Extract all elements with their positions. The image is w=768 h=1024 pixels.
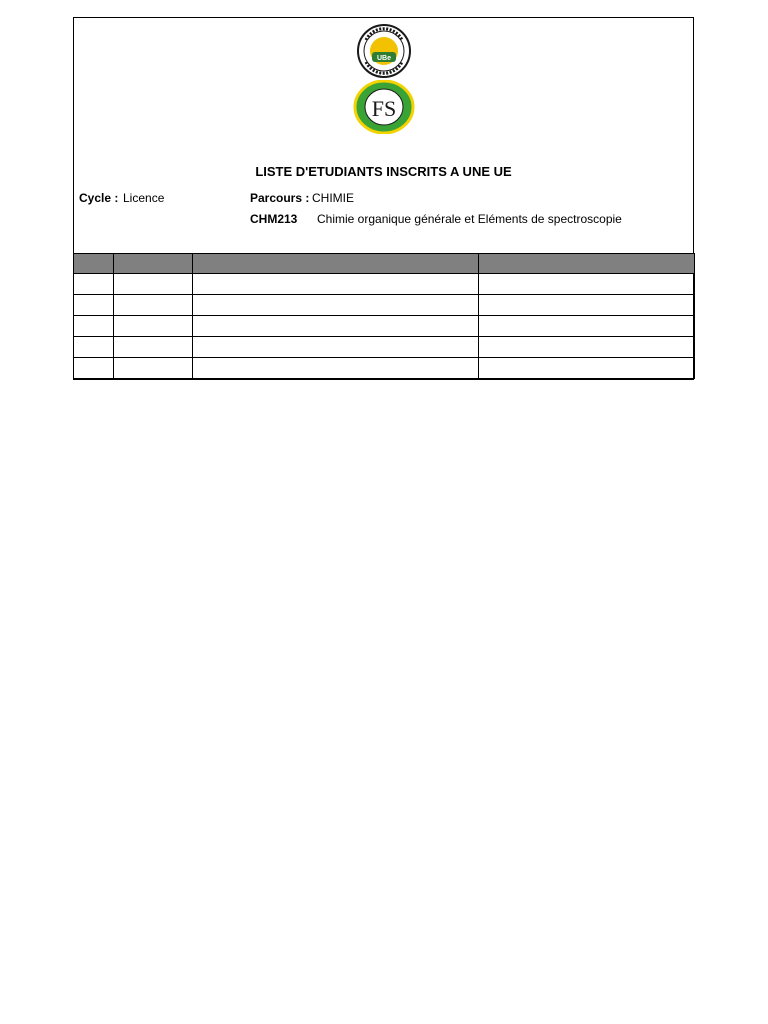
table-header-cell xyxy=(74,254,114,274)
table-header-cell xyxy=(114,254,193,274)
table-cell xyxy=(479,358,695,379)
table-cell xyxy=(114,316,193,337)
faculty-badge-text: FS xyxy=(371,96,396,121)
enrollment-sheet xyxy=(73,17,694,380)
table-cell xyxy=(193,295,479,316)
table-cell xyxy=(74,358,114,379)
course-name: Chimie organique générale et Eléments de spectroscopie xyxy=(317,212,622,226)
course-code: CHM213 xyxy=(250,212,298,226)
table-cell xyxy=(193,337,479,358)
table-header-row xyxy=(74,254,695,274)
parcours-value: CHIMIE xyxy=(312,191,354,205)
table-cell xyxy=(479,337,695,358)
parcours-label: Parcours : xyxy=(250,191,310,205)
table-cell xyxy=(479,295,695,316)
table-cell xyxy=(114,274,193,295)
table-header-cell xyxy=(479,254,695,274)
cycle-value: Licence xyxy=(123,191,165,205)
table-row xyxy=(74,295,695,316)
table-cell xyxy=(114,358,193,379)
table-cell xyxy=(74,295,114,316)
student-table xyxy=(73,253,695,379)
table-header-cell xyxy=(193,254,479,274)
table-cell xyxy=(74,274,114,295)
table-cell xyxy=(479,316,695,337)
cycle-label: Cycle : xyxy=(79,191,119,205)
table-cell xyxy=(74,337,114,358)
university-badge-text: UBe xyxy=(376,55,391,62)
university-seal-icon xyxy=(356,24,412,78)
table-cell xyxy=(193,274,479,295)
table-cell xyxy=(479,274,695,295)
table-cell xyxy=(114,295,193,316)
table-row xyxy=(74,358,695,379)
faculty-seal-icon xyxy=(353,80,415,134)
table-cell xyxy=(74,316,114,337)
table-cell xyxy=(193,358,479,379)
table-cell xyxy=(193,316,479,337)
table-row xyxy=(74,316,695,337)
table-row xyxy=(74,274,695,295)
document-title: LISTE D'ETUDIANTS INSCRITS A UNE UE xyxy=(255,164,512,179)
table-row xyxy=(74,337,695,358)
table-cell xyxy=(114,337,193,358)
